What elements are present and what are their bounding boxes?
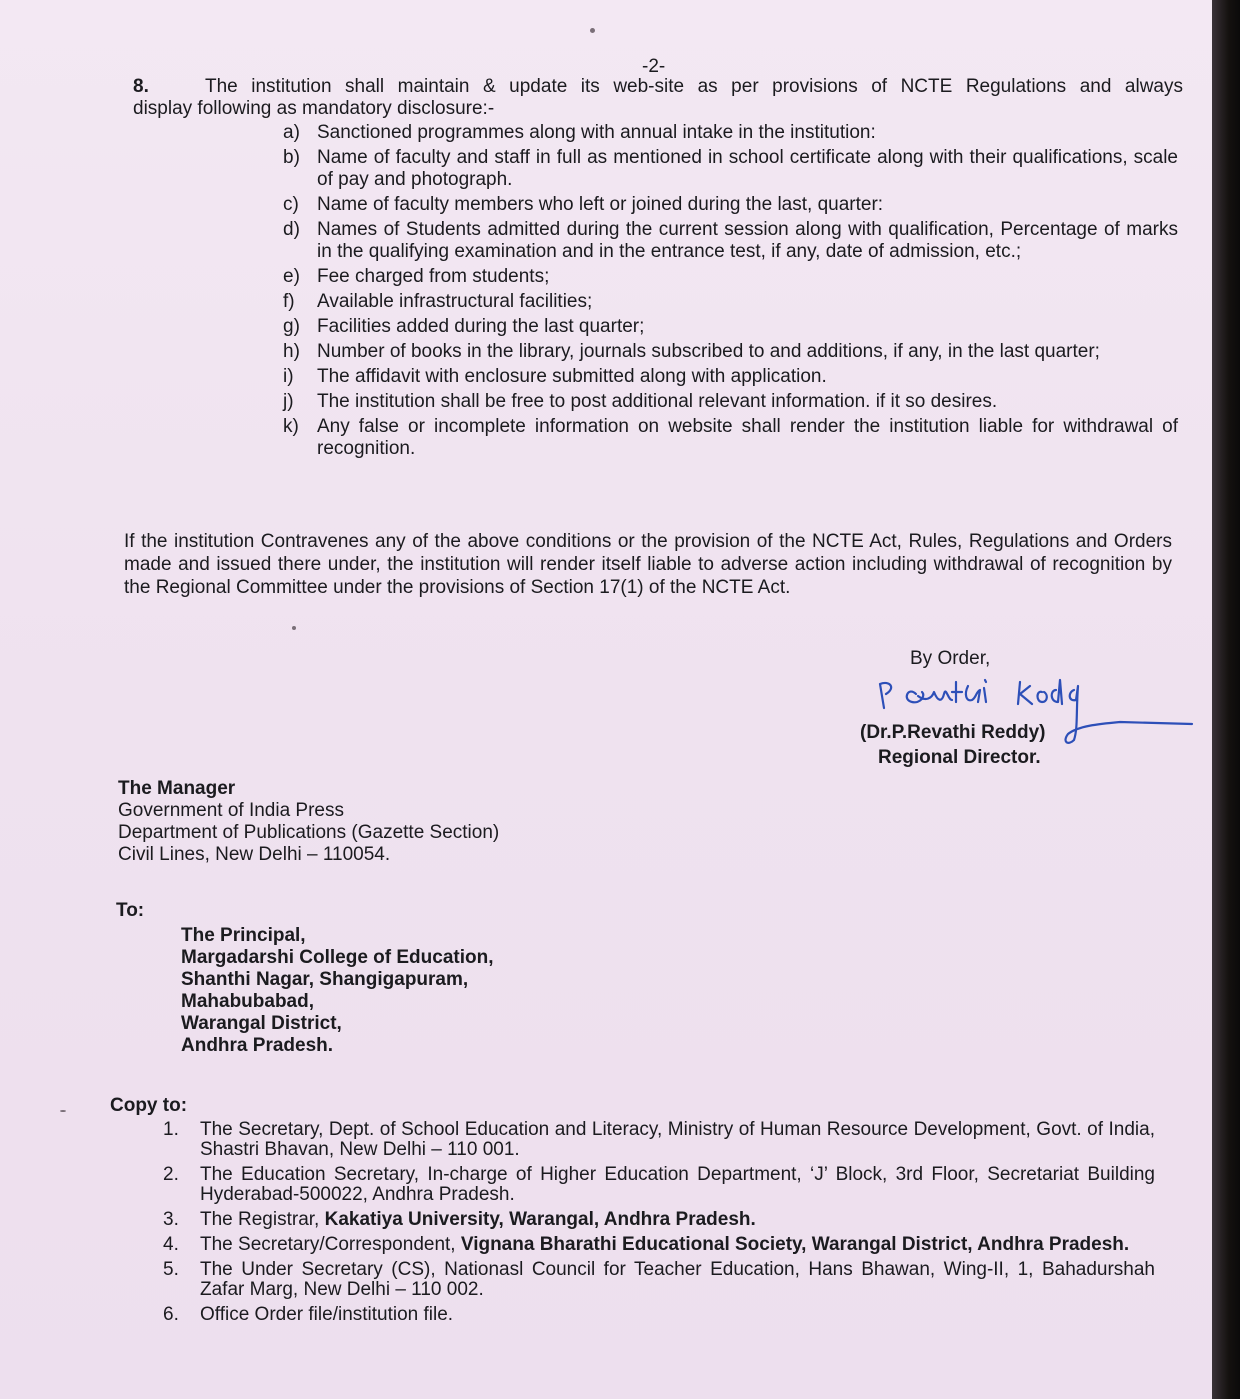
list-item: f) Available infrastructural facilities;: [283, 291, 593, 312]
list-item: i) The affidavit with enclosure submitted along with application.: [283, 366, 827, 387]
list-item: a) Sanctioned programmes along with annual intake in the institution:: [283, 122, 876, 143]
contravention-paragraph: If the institution Contravenes any of the above conditions or the provision of the NCTE Act, Rules, Regulations and Orders made and issued there under, the institution will render itself liable to adverse action including withdrawal of recognition by the Regional Committee under the provisions of Section 17(1) of the NCTE Act.: [124, 531, 1172, 598]
address-line: Shanthi Nagar, Shangigapuram,: [181, 969, 469, 990]
list-item: 4. The Secretary/Correspondent, Vignana Bharathi Educational Society, Warangal District, Andhra Pradesh.: [163, 1234, 1130, 1255]
page-number: -2-: [642, 56, 666, 77]
list-item: j) The institution shall be free to post additional relevant information. if it so desires.: [283, 391, 998, 412]
address-line: Civil Lines, New Delhi – 110054.: [118, 844, 391, 865]
manager-title: The Manager: [118, 778, 236, 799]
list-item: 2. The Education Secretary, In-charge of Higher Education Department, ‘J’ Block, 3rd Floor, Secretariat Building Hyderabad-500022, Andhra Pradesh.: [163, 1164, 1155, 1205]
paragraph-8-line1: 8. The institution shall maintain & update its web-site as per provisions of NCTE Regulations and always: [133, 76, 1183, 97]
address-line: Government of India Press: [118, 800, 344, 821]
scan-speck: [60, 1110, 66, 1112]
paragraph-8: [133, 76, 1183, 120]
list-item: 6. Office Order file/institution file.: [163, 1304, 454, 1325]
paragraph-8-line2: display following as mandatory disclosure:-: [133, 98, 495, 119]
copy-to-list: [163, 1120, 1155, 1330]
list-item: 1. The Secretary, Dept. of School Education and Literacy, Ministry of Human Resource Development, Govt. of India, Shastri Bhavan, New Delhi – 110 001.: [163, 1119, 1155, 1160]
list-item: g) Facilities added during the last quarter;: [283, 316, 645, 337]
address-line: The Principal,: [181, 925, 306, 946]
address-line: Mahabubabad,: [181, 991, 315, 1012]
copy-to-label: Copy to:: [110, 1095, 188, 1116]
list-item: c) Name of faculty members who left or joined during the last, quarter:: [283, 194, 884, 215]
disclosure-list: [283, 122, 1178, 463]
list-item: d) Names of Students admitted during the current session along with qualification, Percentage of marks in the qualifying examination and in the entrance test, if any, date of admission, etc.;: [283, 219, 1178, 262]
scan-speck: [292, 626, 296, 630]
to-label: To:: [116, 900, 145, 921]
scan-edge-shadow: [1212, 0, 1240, 1399]
address-line: Andhra Pradesh.: [181, 1035, 334, 1056]
scan-speck: [590, 28, 595, 33]
list-item: k) Any false or incomplete information on website shall render the institution liable for withdrawal of recognition.: [283, 416, 1178, 459]
list-item: e) Fee charged from students;: [283, 266, 550, 287]
address-line: Margadarshi College of Education,: [181, 947, 494, 968]
list-item: 3. The Registrar, Kakatiya University, Warangal, Andhra Pradesh.: [163, 1209, 756, 1230]
signatory-name: (Dr.P.Revathi Reddy): [860, 722, 1046, 743]
manager-address: [118, 778, 499, 866]
list-item: 5. The Under Secretary (CS), Nationasl Council for Teacher Education, Hans Bhawan, Wing-II, 1, Bahadurshah Zafar Marg, New Delhi – 110 002.: [163, 1259, 1155, 1300]
list-item: b) Name of faculty and staff in full as mentioned in school certificate along with their qualifications, scale of pay and photograph.: [283, 147, 1178, 190]
list-item: h) Number of books in the library, journals subscribed to and additions, if any, in the last quarter;: [283, 341, 1100, 362]
signatory-title: Regional Director.: [878, 747, 1041, 768]
address-line: Warangal District,: [181, 1013, 342, 1034]
recipient-address: [181, 925, 494, 1057]
address-line: Department of Publications (Gazette Section): [118, 822, 500, 843]
by-order-text: By Order,: [910, 648, 991, 669]
paragraph-number: 8.: [133, 76, 149, 97]
